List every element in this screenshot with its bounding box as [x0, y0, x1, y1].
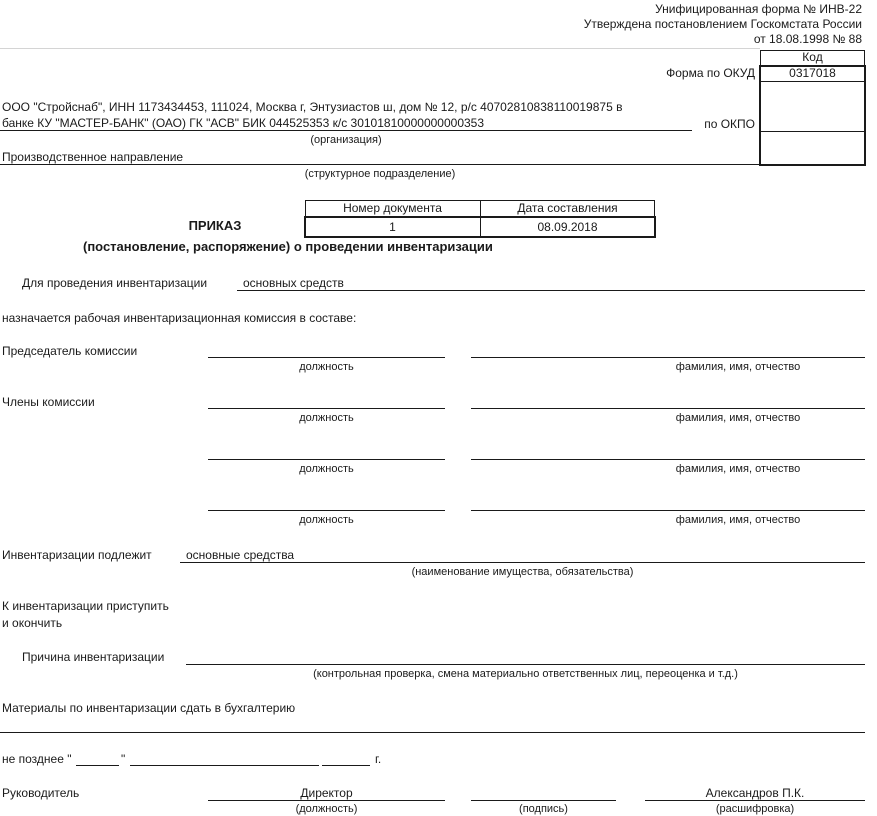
okud-cell-divider — [760, 81, 865, 82]
order-title: ПРИКАЗ — [188, 218, 242, 233]
member-2-name-caption: фамилия, имя, отчество — [675, 463, 801, 475]
deadline-day-line — [76, 765, 119, 766]
member-3-name-caption: фамилия, имя, отчество — [675, 514, 801, 526]
member-3-position-line — [208, 510, 445, 511]
okpo-cell-divider — [760, 131, 865, 132]
okud-label: Форма по ОКУД — [666, 66, 755, 80]
signature-label: Руководитель — [2, 786, 80, 800]
member-3-name-line — [471, 510, 865, 511]
member-2-name-line — [471, 459, 865, 460]
deadline-year-suffix: г. — [375, 752, 382, 766]
member-1-name-line — [471, 408, 865, 409]
department-value: Производственное направление — [2, 150, 184, 164]
subject-underline — [180, 562, 865, 563]
signature-position-caption: (должность) — [295, 803, 358, 815]
approval-date: от 18.08.1998 № 88 — [753, 32, 862, 46]
doc-date-header: Дата составления — [517, 201, 618, 215]
member-1-position-caption: должность — [299, 412, 354, 424]
deadline-month-line — [130, 765, 319, 766]
purpose-value: основных средств — [243, 276, 344, 290]
commission-intro: назначается рабочая инвентаризационная комиссия в составе: — [2, 311, 357, 325]
signature-sign-line — [471, 800, 616, 801]
signature-sign-caption: (подпись) — [519, 803, 568, 815]
approval-text: Утверждена постановлением Госкомстата России — [583, 17, 862, 31]
chairman-label: Председатель комиссии — [2, 344, 138, 358]
materials-label: Материалы по инвентаризации сдать в бухгалтерию — [2, 701, 296, 715]
organization-caption: (организация) — [310, 134, 382, 146]
deadline-year-line — [322, 765, 370, 766]
chairman-name-line — [471, 357, 865, 358]
start-date-label: К инвентаризации приступить — [2, 599, 169, 613]
doc-number-value: 1 — [389, 220, 396, 234]
chairman-position-caption: должность — [299, 361, 354, 373]
signature-name-line — [645, 800, 865, 801]
chairman-position-line — [208, 357, 445, 358]
organization-line-1: ООО "Стройснаб", ИНН 1173434453, 111024, Москва г, Энтузиастов ш, дом № 12, р/с 40702810838110019875 в — [2, 100, 623, 114]
header-rule — [0, 48, 760, 49]
department-underline — [0, 164, 760, 165]
member-1-position-line — [208, 408, 445, 409]
chairman-name-caption: фамилия, имя, отчество — [675, 361, 801, 373]
materials-underline — [0, 732, 865, 733]
purpose-underline — [237, 290, 865, 291]
subject-label: Инвентаризации подлежит — [2, 548, 152, 562]
subject-value: основные средства — [186, 548, 295, 562]
doc-date-value: 08.09.2018 — [537, 220, 598, 234]
deadline-prefix: не позднее " — [2, 752, 72, 766]
subject-caption: (наименование имущества, обязательства) — [411, 566, 634, 578]
member-3-position-caption: должность — [299, 514, 354, 526]
deadline-quote-close: " — [121, 752, 126, 766]
reason-label: Причина инвентаризации — [22, 650, 165, 664]
signature-name: Александров П.К. — [705, 786, 805, 800]
members-label: Члены комиссии — [2, 395, 95, 409]
reason-caption: (контрольная проверка, смена материально ответственных лиц, переоценка и т.д.) — [313, 668, 738, 680]
end-date-label: и окончить — [2, 616, 63, 630]
organization-line-2: банке КУ "МАСТЕР-БАНК" (ОАО) ГК "АСВ" БИК 044525353 к/с 30101810000000000353 — [2, 116, 485, 130]
organization-underline — [0, 130, 692, 131]
department-caption: (структурное подразделение) — [304, 168, 456, 180]
member-1-name-caption: фамилия, имя, отчество — [675, 412, 801, 424]
okpo-label: по ОКПО — [704, 117, 755, 131]
doc-number-header: Номер документа — [343, 201, 442, 215]
signature-position: Директор — [300, 786, 353, 800]
reason-underline — [186, 664, 865, 665]
signature-name-caption: (расшифровка) — [715, 803, 795, 815]
okud-value: 0317018 — [789, 66, 836, 80]
code-label: Код — [802, 50, 823, 64]
purpose-label: Для проведения инвентаризации — [22, 276, 208, 290]
member-2-position-line — [208, 459, 445, 460]
signature-position-line — [208, 800, 445, 801]
form-name: Унифицированная форма № ИНВ-22 — [655, 2, 862, 16]
order-subtitle: (постановление, распоряжение) о проведении инвентаризации — [83, 239, 493, 254]
member-2-position-caption: должность — [299, 463, 354, 475]
